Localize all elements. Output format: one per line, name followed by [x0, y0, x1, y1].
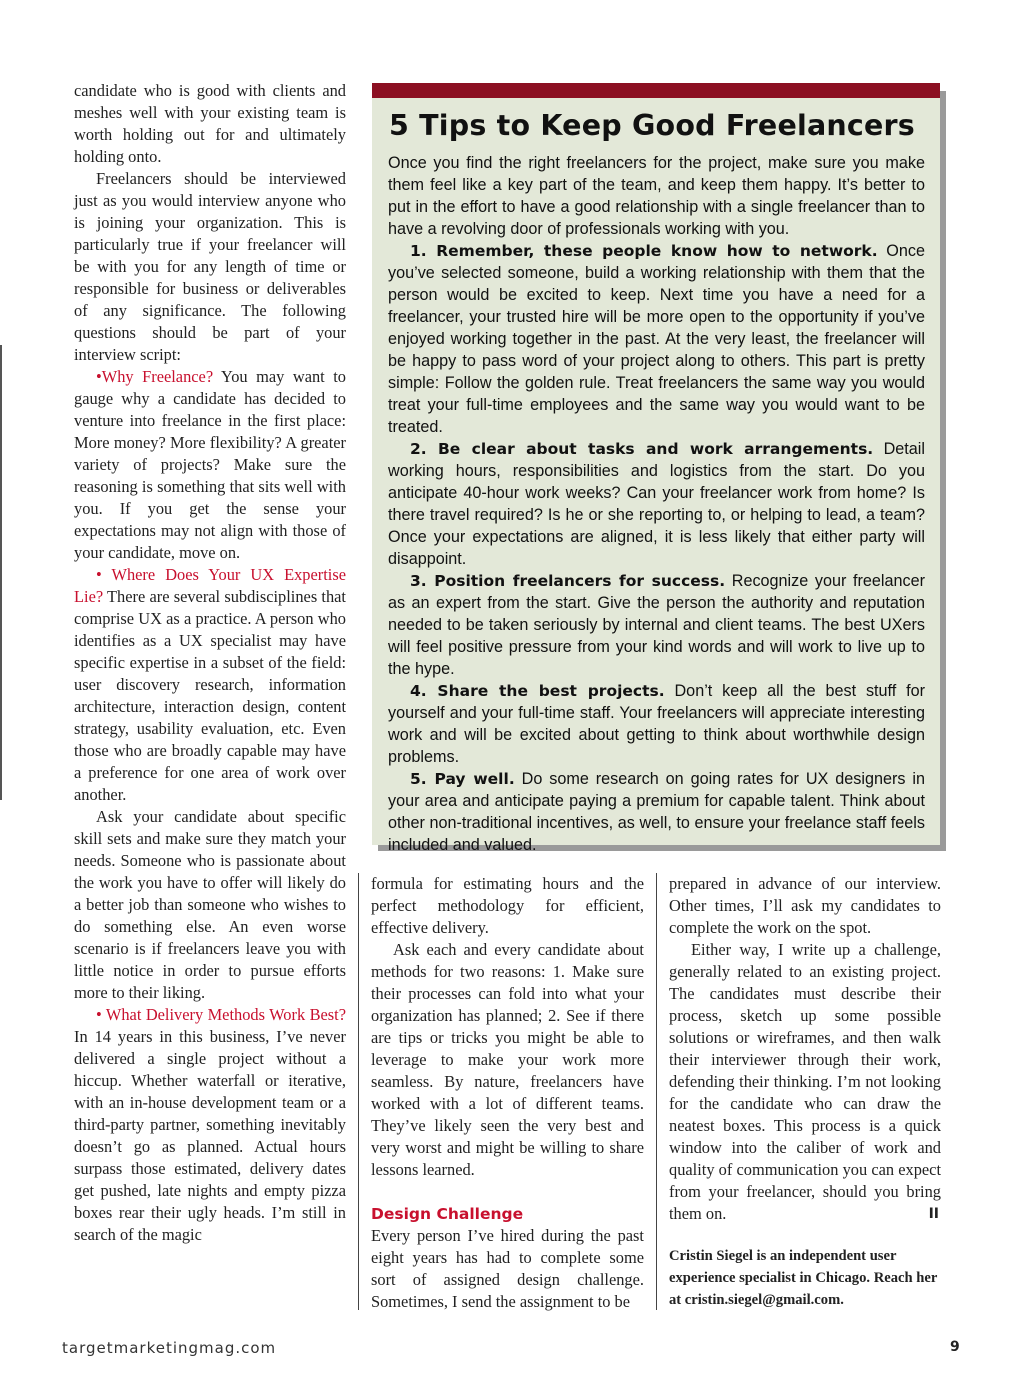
end-of-article-mark: II [928, 1206, 939, 1222]
tip-body: Recognize your freelancer as an expert from the start. Give the person the authority and reputation needed to be taken seriously by internal and client teams. The best UXers will feel positive pressure from your kind words and will work to live up to the hype. [388, 572, 925, 678]
paragraph: Every person I’ve hired during the past eight years has had to complete some sort of assigned design challenge. Sometimes, I send the assignment to be [371, 1226, 644, 1311]
article-column-2 [371, 873, 644, 1313]
paragraph: candidate who is good with clients and meshes well with your existing team is worth holding out for and ultimately holding onto. [74, 81, 346, 166]
tip-1 [388, 240, 925, 438]
paragraph: Freelancers should be interviewed just as you would interview anyone who is joining your organization. This is particularly true if your freelancer will be with you for any length of time or responsible for business or deliverables of any significance. The following questions should be part of your interview script: [74, 169, 346, 364]
question-heading: •Why Freelance? [96, 367, 214, 386]
author-bio: Cristin Siegel is an independent user experience specialist in Chicago. Reach her at cristin.siegel@gmail.com. [669, 1248, 938, 1308]
tip-heading: 5. Pay well. [410, 770, 515, 788]
question-ux-expertise [74, 564, 346, 806]
paragraph: Ask each and every candidate about methods for two reasons: 1. Make sure their processes can fold into what your organization has planned; 2. See if there are tips or tricks you might be able to leverage to make your work more seamless. By nature, freelancers have worked with a lot of different teams. They’ve likely seen the very best and very worst and might be willing to share lessons learned. [371, 940, 644, 1179]
page-edge-mark [0, 345, 2, 800]
tip-body: Do some research on going rates for UX designers in your area and anticipate paying a premium for capable talent. Think about other non-traditional incentives, as well, to ensure your freelance staff feels included and valued. [388, 770, 925, 854]
question-why-freelance [74, 366, 346, 564]
question-body: You may want to gauge why a candidate has decided to venture into freelance in the first place: More money? More flexibility? A greater variety of projects? Make sure the reasoning is something that sits well with you. If you get the sense your expectations may not align with those of your candidate, move on. [74, 367, 347, 562]
page-number: 9 [950, 1339, 960, 1355]
paragraph: formula for estimating hours and the perfect methodology for efficient, effective delivery. [371, 874, 644, 937]
tip-body: Once you’ve selected someone, build a working relationship with them that the person would be excited to keep. Next time you have a need for a freelancer, your trusted hire will be more open to the opportunity if you’ve enjoyed working together in the past. At the very least, the freelancer will be happy to pass word of your project along to others. This part is pretty simple: Follow the golden rule. Treat freelancers the same way you would treat your full-time employees and the same way you would want to be treated. [388, 242, 925, 436]
sidebar-intro: Once you find the right freelancers for the project, make sure you make them feel like a key part of the team, and keep them happy. It’s better to put in the effort to have a good relationship with a single freelancer than to have a revolving door of professionals working with you. [388, 154, 925, 238]
column-rule [656, 873, 657, 1310]
question-body: In 14 years in this business, I’ve never delivered a single project without a hiccup. Whether waterfall or iterative, with an in-house development team or a third-party partner, something inevitably doesn’t go as planned. Actual hours surpass those estimated, delivery dates get pushed, late nights and empty pizza boxes rear their ugly heads. I’m still in search of the magic [74, 1027, 346, 1244]
section-heading-design-challenge: Design Challenge [371, 1205, 524, 1223]
sidebar-top-bar [372, 83, 940, 98]
paragraph-text: Either way, I write up a challenge, generally related to an existing project. The candidates must describe their process, sketch up some possible solutions or wireframes, and then walk their interviewer through their work, defending their thinking. I’m not looking for the candidate who can draw the neatest boxes. This process is a quick window into the caliber of work and quality of communication you can expect from your freelancer, should you bring them on. [669, 940, 941, 1223]
question-body: There are several subdisciplines that comprise UX as a practice. A person who identifies as a UX specialist may have specific expertise in a subset of the field: user discovery research, information architecture, interaction design, content strategy, usability evaluation, etc. Even those who are broadly capable may have a preference for one area of work over another. [74, 587, 346, 804]
tip-5 [388, 768, 925, 856]
tip-body: Don’t keep all the best stuff for yourself and your full-time staff. Your freelancers will appreciate interesting work and will be excited about getting to think about worthwhile design problems. [388, 682, 926, 766]
column-rule [358, 873, 359, 1310]
sidebar-body [388, 152, 925, 856]
sidebar-title: 5 Tips to Keep Good Freelancers [389, 109, 915, 142]
tip-2 [388, 438, 925, 570]
tips-sidebar [372, 83, 940, 854]
tip-heading: 1. Remember, these people know how to network. [410, 242, 878, 260]
question-heading: • What Delivery Methods Work Best? [96, 1005, 346, 1024]
tip-3 [388, 570, 925, 680]
tip-heading: 3. Position freelancers for success. [410, 572, 726, 590]
question-delivery-methods [74, 1004, 346, 1246]
article-column-1 [74, 80, 346, 1246]
article-column-3 [669, 873, 941, 1311]
tip-heading: 2. Be clear about tasks and work arrangements. [410, 440, 874, 458]
footer-url[interactable]: targetmarketingmag.com [62, 1339, 277, 1357]
tip-body: Detail working hours, responsibilities and logistics from the start. Do you anticipate 40-hour work weeks? Can your freelancer work from home? Is there travel required? Is he or she reporting to, or helping to lead, a team? Once your expectations are aligned, it is less likely that either party will disappoint. [388, 440, 925, 568]
tip-heading: 4. Share the best projects. [410, 682, 665, 700]
paragraph: prepared in advance of our interview. Other times, I’ll ask my candidates to complete the work on the spot. [669, 874, 941, 937]
paragraph: Ask your candidate about specific skill sets and make sure they match your needs. Someone who is passionate about the work you have to offer will likely do a better job than someone who wishes to do something else. An even worse scenario is if freelancers leave you with little notice in order to pursue efforts more to their liking. [74, 807, 346, 1002]
paragraph [669, 939, 941, 1225]
tip-4 [388, 680, 925, 768]
question-heading: • Where Does Your UX Expertise Lie? [74, 565, 346, 606]
